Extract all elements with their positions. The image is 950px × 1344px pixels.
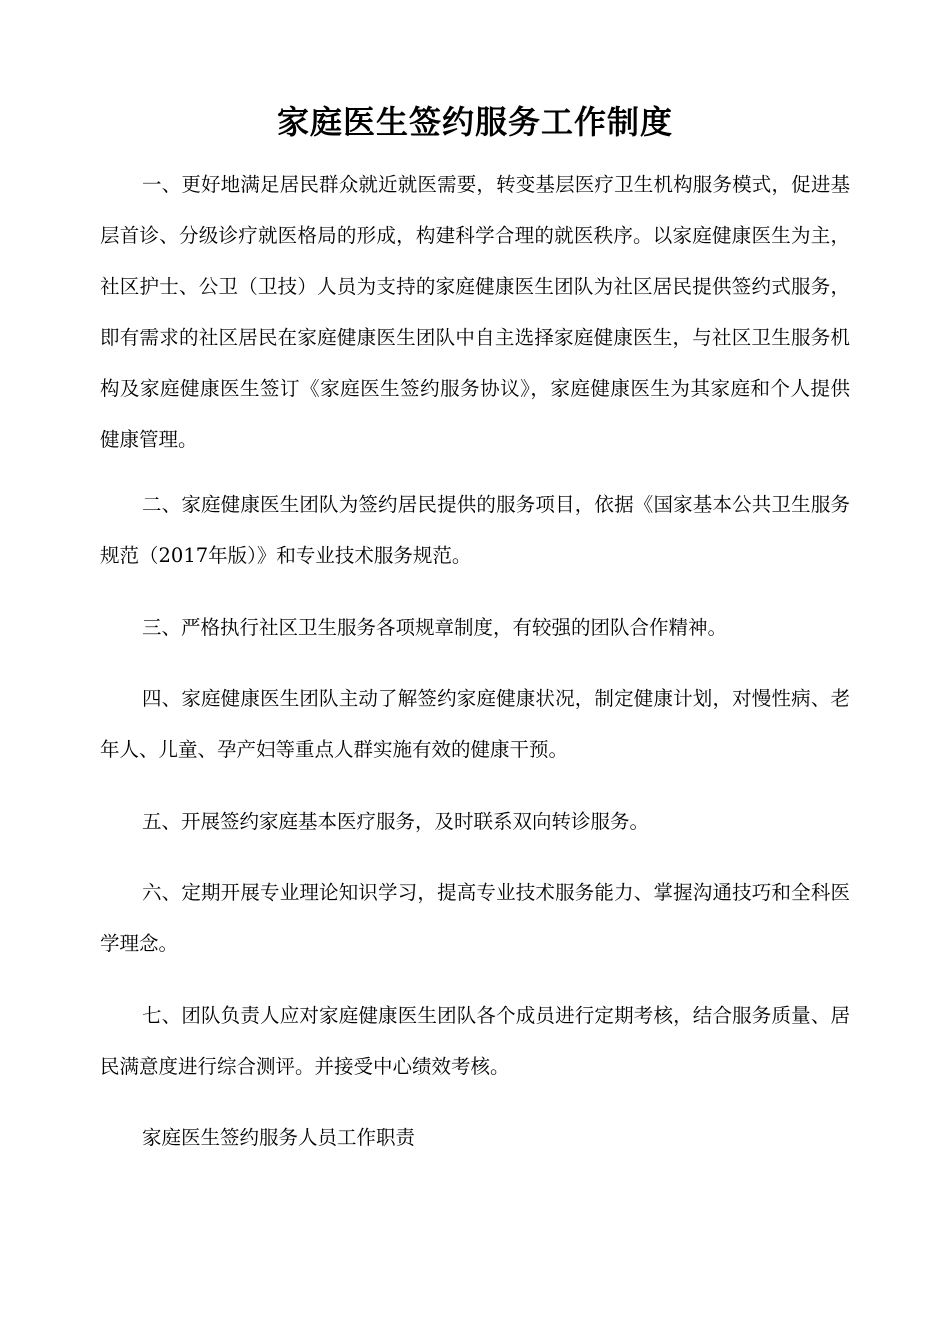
paragraph-2: 二、家庭健康医生团队为签约居民提供的服务项目，依据《国家基本公共卫生服务规范（2017年版）》和专业技术服务规范。 — [100, 493, 850, 567]
paragraph-5: 五、开展签约家庭基本医疗服务，及时联系双向转诊服务。 — [142, 810, 650, 833]
paragraph-4: 四、家庭健康医生团队主动了解签约家庭健康状况，制定健康计划，对慢性病、老年人、儿童、孕产妇等重点人群实施有效的健康干预。 — [100, 687, 850, 761]
paragraph-3: 三、严格执行社区卫生服务各项规章制度，有较强的团队合作精神。 — [142, 616, 728, 639]
paragraph-6: 六、定期开展专业理论知识学习，提高专业技术服务能力、掌握沟通技巧和全科医学理念。 — [100, 881, 850, 955]
paragraph-7: 七、团队负责人应对家庭健康医生团队各个成员进行定期考核，结合服务质量、居民满意度进行综合测评。并接受中心绩效考核。 — [100, 1004, 850, 1078]
section-subheading: 家庭医生签约服务人员工作职责 — [142, 1126, 416, 1149]
paragraph-1: 一、更好地满足居民群众就近就医需要，转变基层医疗卫生机构服务模式，促进基层首诊、分级诊疗就医格局的形成，构建科学合理的就医秩序。以家庭健康医生为主，社区护士、公卫（卫技）人员为支持的家庭健康医生团队为社区居民提供签约式服务，即有需求的社区居民在家庭健康医生团队中自主选择家庭健康医生，与社区卫生服务机构及家庭健康医生签订《家庭医生签约服务协议》，家庭健康医生为其家庭和个人提供健康管理。 — [100, 173, 850, 451]
document-title: 家庭医生签约服务工作制度 — [276, 103, 673, 142]
